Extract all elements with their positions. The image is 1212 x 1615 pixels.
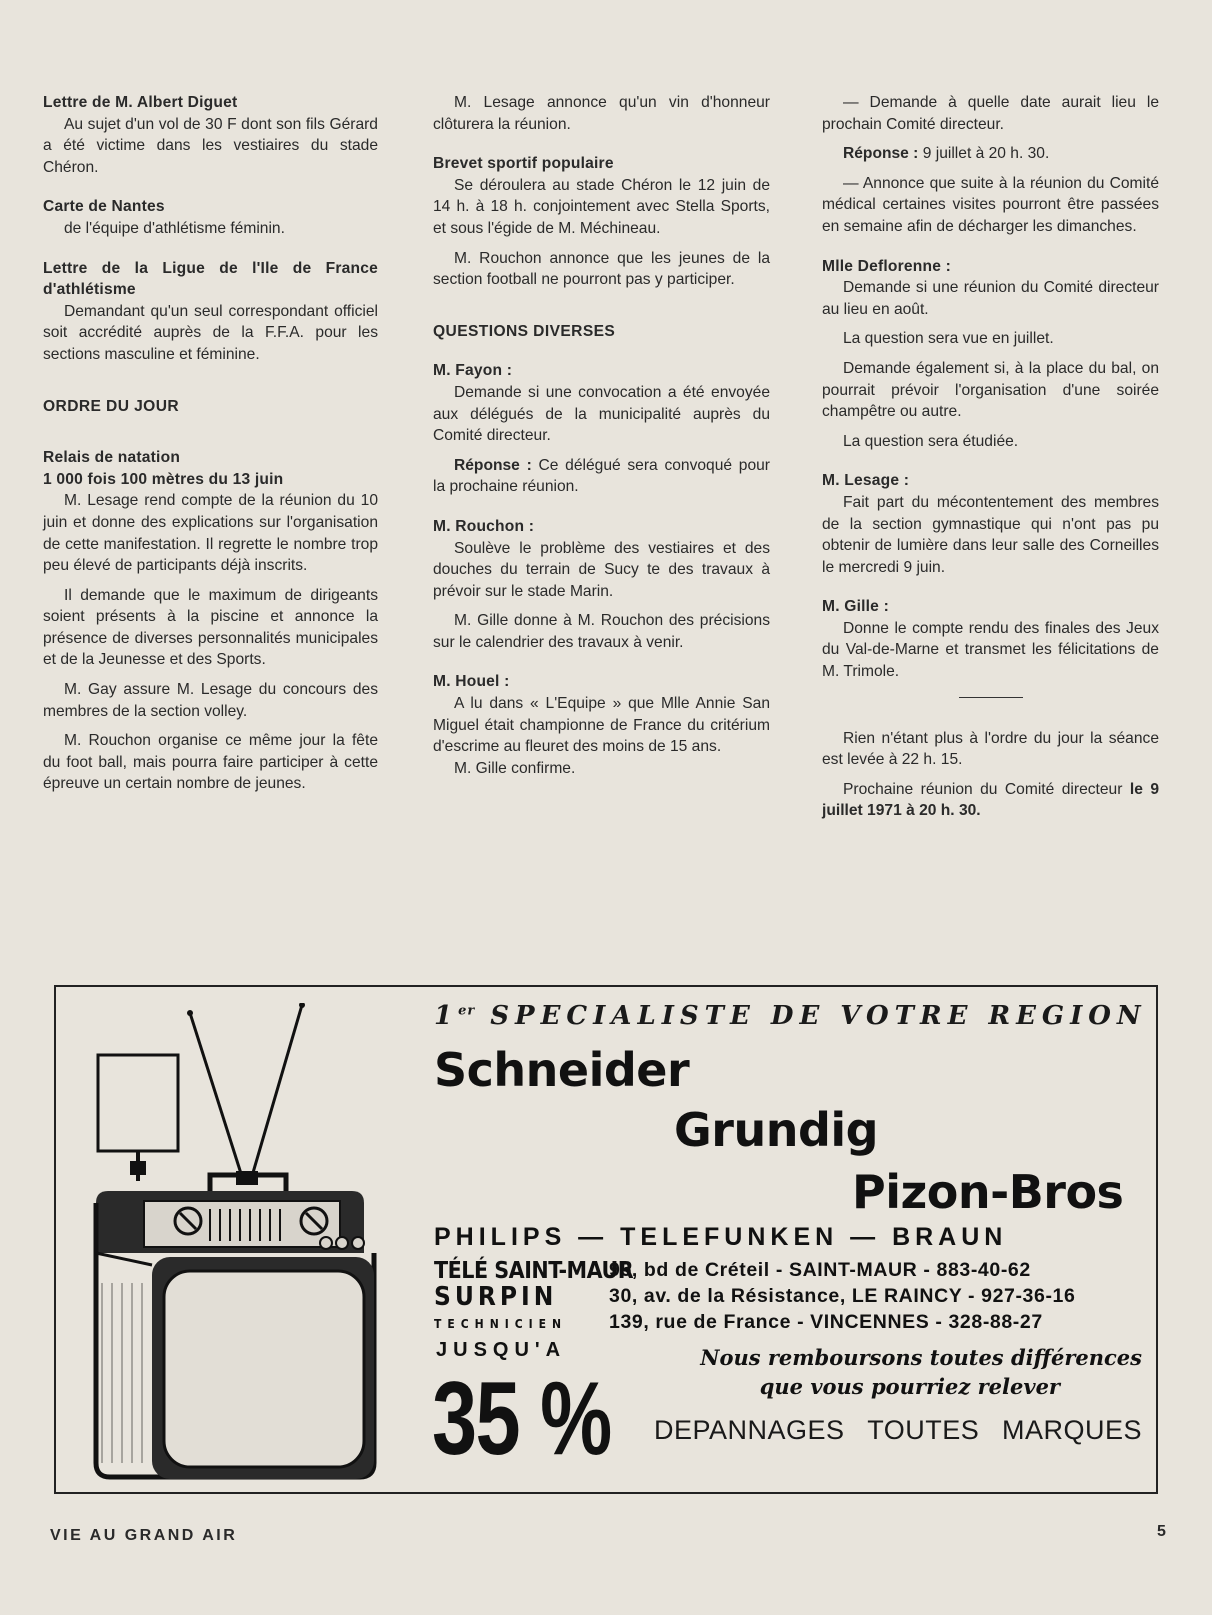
paragraph: Soulève le problème des vestiaires et des douches du terrain de Sucy te des travaux à prévoir sur le stade Marin. [433,539,770,600]
paragraph: Demandant qu'un seul correspondant officiel soit accrédité auprès de la F.F.A. pour les sections masculine et féminine. [43,302,378,363]
advertisement [54,985,1158,1494]
column-2 [433,92,770,779]
paragraph: Demande si une réunion du Comité directeur au lieu en août. [822,279,1159,318]
paragraph: La question sera vue en juillet. [843,330,1054,348]
paragraph: Au sujet d'un vol de 30 F dont son fils Gérard a été victime dans les vestiaires du stade Chéron. [43,115,378,176]
discount-percent: 35 % [432,1361,611,1477]
column-1 [43,92,378,795]
paragraph: de l'équipe d'athlétisme féminin. [64,219,285,237]
heading-brevet: Brevet sportif populaire [433,155,614,173]
paragraph: Fait part du mécontentement des membres de la section gymnastique qui n'ont pas pu obtenir de lumière dans leur salle des Corneilles le mercredi 9 juin. [822,493,1159,576]
heading-ligue: Lettre de la Ligue de l'Ile de France d'athlétisme [43,259,378,299]
paragraph: M. Rouchon organise ce même jour la fête du foot ball, mais pourra faire participer à cette épreuve un certain nombre de jeunes. [43,732,378,793]
paragraph: M. Gille donne à M. Rouchon des précisions sur le calendrier des travaux à venir. [433,612,770,651]
heading-deflorenne: Mlle Deflorenne : [822,257,952,275]
ad-headline [434,1001,1147,1031]
depan-word: MARQUES [1001,1415,1142,1445]
paragraph: M. Rouchon annonce que les jeunes de la section football ne pourront pas y participer. [433,249,770,289]
dealer-address: 30, av. de la Résistance, LE RAINCY - 927-36-16 [609,1285,1076,1307]
ad-headline-sup: er [458,1003,476,1019]
dealer-row [434,1282,1134,1312]
paragraph: M. Gay assure M. Lesage du concours des membres de la section volley. [43,681,378,720]
prochaine-text: Prochaine réunion du Comité directeur [843,780,1123,798]
page-number: 5 [1157,1523,1166,1540]
reponse-text: 9 juillet à 20 h. 30. [922,145,1050,163]
dealer-row [434,1311,1134,1337]
dealer-name: TECHNICIEN [434,1317,568,1331]
paragraph: — Demande à quelle date aurait lieu le prochain Comité directeur. [822,94,1159,133]
dealer-address: 95, bd de Créteil - SAINT-MAUR - 883-40-62 [609,1259,1031,1281]
heading-nantes: Carte de Nantes [43,198,165,216]
column-3 [822,92,1159,822]
paragraph: M. Gille confirme. [454,759,576,777]
brand-grundig: Grundig [674,1103,879,1157]
footer-publication-title: VIE AU GRAND AIR [50,1527,238,1544]
heading-lesage: M. Lesage : [822,472,910,490]
paragraph: — Annonce que suite à la réunion du Comité médical certaines visites pourront être passées en semaine afin de décharger les dimanches. [822,174,1159,235]
paragraph: Demande également si, à la place du bal, on pourrait prévoir l'organisation d'une soirée champêtre ou autre. [822,359,1159,421]
paragraph: M. Lesage rend compte de la réunion du 10 juin et donne des explications sur l'organisation de cette manifestation. Il regrette le nombre trop peu élevé de participants déjà inscrits. [43,492,378,575]
heading-rouchon: M. Rouchon : [433,517,535,535]
slogan-line-1: Nous remboursons toutes différences [700,1345,1142,1370]
dealer-name: TÉLÉ SAINT-MAUR [434,1258,634,1284]
ad-headline-text: SPECIALISTE DE VOTRE REGION [490,1001,1147,1031]
heading-relais: Relais de natation [43,449,181,467]
ad-headline-num: 1 [434,1001,459,1031]
heading-fayon: M. Fayon : [433,362,513,380]
paragraph: Demande si une convocation a été envoyée aux délégués de la municipalité auprès du Comité directeur. [433,383,770,445]
jusqua-label: JUSQU'A [436,1339,567,1361]
brand-pizon-bros: Pizon-Bros [852,1165,1124,1219]
brands-line: PHILIPS — TELEFUNKEN — BRAUN [434,1223,1008,1251]
television-illustration [90,1003,380,1483]
heading-diguet: Lettre de M. Albert Diguet [43,94,238,111]
paragraph: Rien n'étant plus à l'ordre du jour la séance est levée à 22 h. 15. [822,729,1159,769]
paragraph: Donne le compte rendu des finales des Jeux du Val-de-Marne et transmet les félicitations de M. Trimole. [822,619,1159,681]
depannages-line [654,1415,1142,1446]
brand-schneider: Schneider [434,1043,690,1097]
paragraph: Il demande que le maximum de dirigeants soient présents à la piscine et annonce la présence de diverses personnalités municipales et de la Jeunesse et des Sports. [43,586,378,669]
reponse-label: Réponse : [454,456,532,474]
depan-word: DEPANNAGES [654,1415,845,1445]
paragraph-reponse [822,143,1159,165]
dealer-address: 139, rue de France - VINCENNES - 328-88-27 [609,1311,1043,1333]
dealer-list [434,1259,1134,1337]
paragraph: La question sera étudiée. [843,432,1019,450]
reponse-label: Réponse : [843,145,919,163]
heading-questions-diverses: QUESTIONS DIVERSES [433,322,616,340]
prochaine-date: le 9 juillet 1971 à 20 h. 30. [822,780,1159,820]
heading-relais-sub: 1 000 fois 100 mètres du 13 juin [43,470,284,488]
heading-houel: M. Houel : [433,673,510,691]
paragraph-reponse [433,455,770,498]
paragraph: Se déroulera au stade Chéron le 12 juin de 14 h. à 18 h. conjointement avec Stella Sports, et sous l'égide de M. Méchineau. [433,176,770,237]
heading-ordre-du-jour: ORDRE DU JOUR [43,397,180,415]
slogan [632,1343,1142,1401]
depan-word: TOUTES [867,1415,980,1445]
heading-gille: M. Gille : [822,598,889,616]
paragraph: M. Lesage annonce qu'un vin d'honneur clôturera la réunion. [433,94,770,133]
slogan-line-2: que vous pourriez relever [759,1374,1060,1399]
paragraph: A lu dans « L'Equipe » que Mlle Annie San Miguel était championne de France du critérium d'escrime au fleuret des moins de 15 ans. [433,695,770,756]
paragraph-prochaine [822,779,1159,822]
reponse-text: Ce délégué sera convoqué pour la prochaine réunion. [433,456,771,496]
dealer-name: SURPIN [434,1282,558,1312]
